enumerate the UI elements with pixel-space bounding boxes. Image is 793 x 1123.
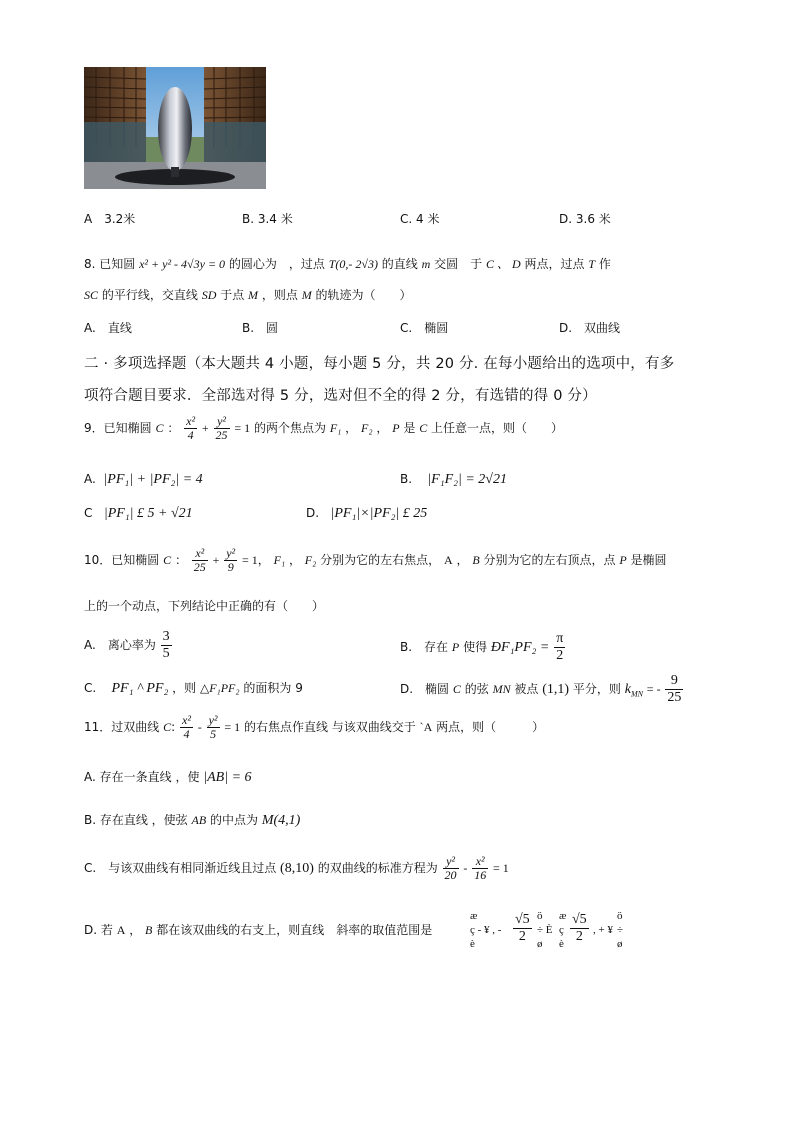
q11-option-d-range-g4: ö xyxy=(537,910,543,922)
q11-option-d-range-g10: , + ¥ xyxy=(593,924,613,936)
q11-option-b-point: M(4,1) xyxy=(261,813,301,828)
q10-text-d: 是椭圆 xyxy=(630,553,667,567)
q11-option-c-text: C. 与该双曲线有相同渐近线且过点 xyxy=(84,861,277,875)
section2-heading-line1: 二 · 多项选择题（本大题共 4 小题，每小题 5 分，共 20 分. 在每小题给出的选项中，有多 xyxy=(84,356,675,372)
q10-frac-x xyxy=(192,547,208,574)
q11-option-d-range-g11: ö xyxy=(617,910,623,922)
q8-text-b: 的圆心为 ，过点 xyxy=(228,257,325,271)
q11-option-d-range-g7: æ xyxy=(559,910,567,922)
q10-option-d-rest: 平分，则 xyxy=(572,682,621,696)
q8-t: T xyxy=(588,257,596,271)
q10-option-d-label: D. 椭圆 xyxy=(400,682,450,696)
q11-option-d xyxy=(84,921,432,938)
q9-frac-y xyxy=(214,415,230,442)
q9-option-d-expr: |PF₁|×|PF₂| £ 25 xyxy=(330,506,428,521)
q11-text-c: 两点，则（ ） xyxy=(436,720,545,734)
q10-f2: F₂ xyxy=(304,553,317,567)
q9-option-a xyxy=(84,472,203,488)
q11-option-b-text: B. 存在直线 ，使弦 xyxy=(84,813,188,827)
q11-option-d-mid: 都在该双曲线的右支上，则直线 斜率的取值范围是 xyxy=(156,923,433,937)
q10-a-point: A xyxy=(443,553,453,567)
q11-option-a-expr: |AB| = 6 xyxy=(203,770,252,785)
q10-option-d-mid: 的弦 xyxy=(464,682,489,696)
q9-option-b-label: B. xyxy=(400,472,413,486)
q10-option-c-triangle: △F₁PF₂ xyxy=(200,681,240,695)
q9-frac-x-num: x² xyxy=(186,414,196,428)
q8-option-a: A. 直线 xyxy=(84,321,132,335)
q8-circle-equation: x² + y² - 4√3y = 0 xyxy=(139,257,226,271)
q11-option-d-range-close1: è xyxy=(470,938,475,950)
q11-option-d-range-open1: æ xyxy=(470,910,478,922)
q10-option-d xyxy=(400,673,684,706)
q9-option-c-expr: |PF₁| £ 5 + √21 xyxy=(103,506,193,521)
q11-stem xyxy=(84,714,544,741)
q8-text-l2b: 于点 xyxy=(220,288,245,302)
q10-option-c xyxy=(84,679,303,697)
q9-sep2: ， xyxy=(376,421,389,435)
q8-points-cd: C 、 D xyxy=(485,257,521,271)
q11-option-d-frac2-inner xyxy=(570,912,589,945)
q7-option-c: C. 4 米 xyxy=(400,212,440,226)
q10-option-b-expr: ÐF₁PF₂ = xyxy=(490,640,550,655)
q10-frac-y xyxy=(224,547,237,574)
q10-colon: ： xyxy=(174,553,187,567)
q10-option-c-rest: 的面积为 9 xyxy=(243,681,303,695)
q10-option-b-mid: 使得 xyxy=(463,640,488,654)
q10-option-d-point: (1,1) xyxy=(542,682,570,697)
q10-option-b-num: π xyxy=(556,631,564,646)
q9-c: C xyxy=(155,421,164,435)
q10-option-d-c: C xyxy=(452,682,461,696)
q11-option-d-text: D. 若 xyxy=(84,923,113,937)
q10-option-a-num: 3 xyxy=(162,629,170,644)
q11-option-d-frac1-inner xyxy=(513,912,532,945)
q11-option-b-ab: AB xyxy=(191,813,207,827)
q11-option-a-text: A. 存在一条直线 ，使 xyxy=(84,770,200,784)
q11-option-d-range-g8: ç xyxy=(559,924,564,936)
q10-plus: + xyxy=(212,553,220,567)
q8-text-c: 的直线 xyxy=(381,257,418,271)
q10-option-a-den: 5 xyxy=(162,646,170,661)
q11-option-d-range-g12: ÷ xyxy=(617,924,624,936)
q10-option-b-frac xyxy=(554,631,565,664)
q10-option-d-k-sub: MN xyxy=(630,689,643,699)
q11-option-c-fx-num: x² xyxy=(472,855,488,869)
q9-option-a-label: A. xyxy=(84,472,96,486)
q11-option-c-minus: - xyxy=(463,861,468,875)
q10-option-d-n: 被点 xyxy=(514,682,539,696)
q11-frac-x xyxy=(180,714,193,741)
q10-frac-y-num: y² xyxy=(226,546,236,560)
q11-option-c-eq: = 1 xyxy=(493,861,509,875)
q10-option-c-expr: PF₁ ^ PF₂ xyxy=(111,681,169,696)
q11-option-b xyxy=(84,811,300,829)
q11-minus: - xyxy=(197,720,202,734)
q8-m2: M xyxy=(301,288,312,302)
q10-option-a-label: A. 离心率为 xyxy=(84,638,156,652)
q10-option-b-p: P xyxy=(451,640,460,654)
q9-frac-y-num: y² xyxy=(214,415,230,429)
q10-option-d-num: 9 xyxy=(665,673,683,690)
q7-option-a: A 3.2米 xyxy=(84,212,136,226)
q11-option-d-num2: √5 xyxy=(572,912,587,927)
q10-option-d-eq: = - xyxy=(646,682,661,696)
q10-frac-y-den: 9 xyxy=(227,560,234,574)
q11-option-d-frac1 xyxy=(512,912,533,945)
q8-lead: 8. 已知圆 xyxy=(84,257,136,271)
q9-option-b-expr: |F₁F₂| = 2√21 xyxy=(427,472,507,487)
q9-plus: + xyxy=(201,421,209,435)
q11-frac-x-num: x² xyxy=(182,713,191,727)
q9-option-d-label: D. xyxy=(306,506,320,520)
q11-text-b: 的右焦点作直线 与该双曲线交于 xyxy=(243,720,416,734)
q10-option-b-den: 2 xyxy=(556,648,564,663)
q11-option-d-frac2 xyxy=(569,912,590,945)
q10-eq: = 1， xyxy=(242,553,270,567)
q11-option-c-fx-den: 16 xyxy=(474,868,487,882)
q8-sc: SC xyxy=(84,288,99,302)
q11-option-d-den1: 2 xyxy=(518,929,526,944)
q11-option-c-fy-num: y² xyxy=(443,855,459,869)
q8-text-l2a: 的平行线，交直线 xyxy=(101,288,198,302)
section2-heading-line2: 项符合题目要求．全部选对得 5 分，选对但不全的得 2 分，有选错的得 0 分） xyxy=(84,388,597,404)
q8-text-e: 两点，过点 xyxy=(524,257,585,271)
q11-option-d-b: B xyxy=(145,923,153,937)
q10-option-d-k: k xyxy=(624,682,631,697)
q11-ab: `A xyxy=(419,720,433,734)
q11-option-d-range-g5: ÷ È xyxy=(537,924,553,936)
q10-p: P xyxy=(619,553,627,567)
q11-option-c-frac-x xyxy=(472,855,488,882)
q9-option-b xyxy=(400,472,507,488)
q9-option-c xyxy=(84,506,193,522)
q11-option-d-range-mid1: ç - ¥ , - xyxy=(470,924,502,936)
q9-colon: ： xyxy=(167,421,180,435)
q11-frac-y-num: y² xyxy=(208,713,218,727)
q10-option-b xyxy=(400,631,566,664)
q9-text-b: 的两个焦点为 xyxy=(253,421,326,435)
q7-option-d: D. 3.6 米 xyxy=(559,212,611,226)
q11-option-c-mid: 的双曲线的标准方程为 xyxy=(317,861,438,875)
q11-option-c xyxy=(84,855,509,882)
q8-text-l2c: ，则点 xyxy=(261,288,298,302)
q9-option-d xyxy=(306,506,427,522)
q11-lead: 11．过双曲线 xyxy=(84,720,160,734)
q11-c: C xyxy=(163,720,172,734)
q9-sep: ， xyxy=(345,421,358,435)
q10-sep: ， xyxy=(288,553,301,567)
q10-text-c: 分别为它的左右顶点，点 xyxy=(483,553,616,567)
q8-m: M xyxy=(248,288,259,302)
q9-frac-y-den: 25 xyxy=(215,428,228,442)
q10-c: C xyxy=(163,553,172,567)
q9-text-e: 上任意一点，则（ ） xyxy=(431,421,564,435)
q9-p: P xyxy=(392,421,400,435)
q10-option-c-mid: ，则 xyxy=(172,681,197,695)
q11-option-d-den2: 2 xyxy=(575,929,583,944)
q9-frac-x xyxy=(184,415,197,442)
q10-option-d-frac xyxy=(665,673,683,706)
q10-option-d-den: 25 xyxy=(667,690,682,705)
q11-frac-y-den: 5 xyxy=(210,727,217,741)
q8-text-f: 作 xyxy=(598,257,611,271)
q10-sep2: ， xyxy=(456,553,469,567)
q8-text-l2d: 的轨迹为（ ） xyxy=(315,288,412,302)
q8-option-b: B. 圆 xyxy=(242,321,279,335)
q10-text-b: 分别为它的左右焦点， xyxy=(320,553,441,567)
q8-point-t: T(0,- 2√3) xyxy=(328,257,378,271)
q9-eq: = 1 xyxy=(234,421,251,435)
q10-option-a-frac xyxy=(161,629,172,662)
q10-stem-line2: 上的一个动点，下列结论中正确的有（ ） xyxy=(84,599,325,613)
q11-option-b-mid: 的中点为 xyxy=(210,813,259,827)
q11-option-d-num1: √5 xyxy=(515,912,530,927)
q11-option-c-fy-den: 20 xyxy=(444,868,457,882)
sculpture-photo xyxy=(84,67,266,189)
q11-option-a xyxy=(84,768,252,786)
q9-option-c-label: C xyxy=(84,506,93,520)
q11-option-d-range-g6: ø xyxy=(537,938,543,950)
q10-option-c-label: C. xyxy=(84,681,97,695)
q11-option-d-range-g13: ø xyxy=(617,938,623,950)
q11-option-d-range-g9: è xyxy=(559,938,564,950)
q8-line-m: m xyxy=(421,257,431,271)
q11-option-c-point: (8,10) xyxy=(280,861,314,876)
q10-option-a xyxy=(84,629,173,662)
q10-f1: F₁ xyxy=(273,553,286,567)
q9-frac-x-den: 4 xyxy=(187,428,194,442)
q9-option-a-expr: |PF₁| + |PF₂| = 4 xyxy=(103,472,203,487)
q10-option-d-mn: MN xyxy=(492,682,511,696)
q7-option-b: B. 3.4 米 xyxy=(242,212,293,226)
q11-frac-y xyxy=(207,714,220,741)
q9-lead: 9．已知椭圆 xyxy=(84,421,152,435)
q11-option-d-a: A xyxy=(116,923,126,937)
q9-f1: F₁ xyxy=(329,421,342,435)
q10-option-b-label: B. 存在 xyxy=(400,640,449,654)
q10-stem xyxy=(84,547,667,574)
q8-text-d: 交圆 于 xyxy=(434,257,483,271)
q9-c2: C xyxy=(419,421,428,435)
q11-frac-x-den: 4 xyxy=(183,727,190,741)
q10-frac-x-den: 25 xyxy=(193,560,206,574)
q9-stem xyxy=(84,415,563,442)
q11-option-d-sep: ， xyxy=(129,923,142,937)
q9-f2: F₂ xyxy=(361,421,373,435)
q8-option-c: C. 椭圆 xyxy=(400,321,449,335)
q8-sd: SD xyxy=(201,288,217,302)
q11-option-c-frac-y xyxy=(443,855,459,882)
q10-b-point: B xyxy=(472,553,480,567)
q8-option-d: D. 双曲线 xyxy=(559,321,621,335)
q8-line1 xyxy=(84,255,611,272)
q8-line2 xyxy=(84,286,412,303)
q9-text-d: 是 xyxy=(403,421,416,435)
q10-frac-x-num: x² xyxy=(192,547,208,561)
q11-eq: = 1 xyxy=(224,720,241,734)
q10-lead: 10．已知椭圆 xyxy=(84,553,160,567)
q11-colon: : xyxy=(171,720,176,734)
